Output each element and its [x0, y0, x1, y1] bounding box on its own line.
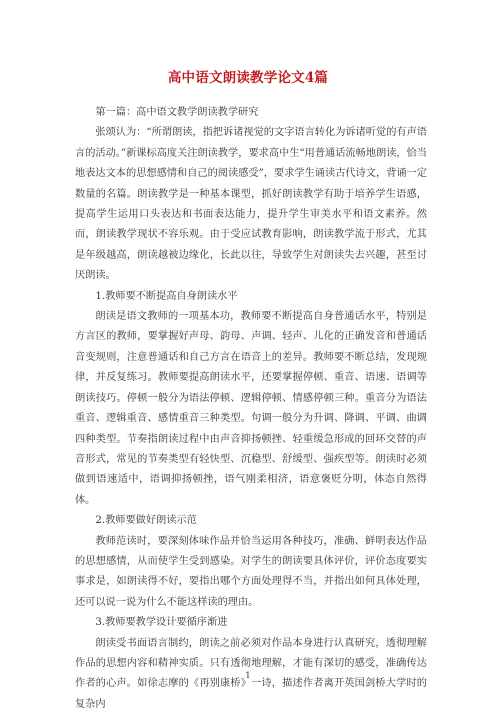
section-heading: 第一篇：高中语文教学朗读教学研究 [95, 107, 259, 118]
body-paragraph: 朗读是语文教师的一项基本功，教师要不断提高自身普通话水平，特别是方言区的教师，要掌握好声母、韵母、声调、轻声、儿化的正确发音和普通话音变规则，注意普通话和自己方言在语音上的差异。教师要不断总结，发现规律，并反复练习。教师要提高朗读水平，还要掌握停顿、重音、语速、语调等朗读技巧。停顿一般分为语法停顿、逻辑停顿、情感停顿三种。重音分为语法重音、逻辑重音、感情重音三种类型。句调一般分为升调、降调、平调、曲调四种类型。节奏指朗读过程中由声音抑扬顿挫、轻重缓急形成的回环交替的声音形式，常见的节奏类型有轻快型、沉稳型、舒缓型、强疾型等。朗读时必须做到语速适中，语调抑扬顿挫，语气刚柔相济，语意褒贬分明，体态自然得体。 [75, 311, 427, 506]
document-title: 高中语文朗读教学论文4篇 [167, 70, 329, 86]
body-paragraph: 教师范读时，要深刻体味作品并恰当运用各种技巧，准确、鲜明表达作品的思想感情，从而使学生受到感染。对学生的朗读要具体评价，评价态度要实事求是，如朗读得不好，要指出哪个方面处理得不当，并指出如何具体处理，还可以说一说为什么不能这样读的理由。 [75, 535, 427, 608]
subsection-heading: 2.教师要做好朗读示范 [95, 515, 197, 527]
body-paragraph: 张颂认为：“所谓朗读，指把诉诸视觉的文字语言转化为诉诸听觉的有声语言的活动。”新课标高度关注朗读教学，要求高中生“用普通话流畅地朗读，恰当地表达文本的思想感情和自己的阅读感受”，要求学生诵读古代诗文，背诵一定数量的名篇。朗读教学是一种基本课型，抓好朗读教学有助于培养学生语感，提高学生运用口头表达和书面表达能力，提升学生审美水平和语文素养。然而，朗读教学现状不容乐观。由于受应试教育影响，朗读教学流于形式，尤其是年级越高，朗读越被边缘化，长此以往，导致学生对朗读失去兴趣，甚至讨厌朗读。 [75, 127, 427, 282]
page-number: 1 [245, 671, 251, 681]
document-body [75, 103, 427, 715]
body-paragraph: 朗读受书面语言制约，朗读之前必须对作品本身进行认真研究，透彻理解作品的思想内容和精神实质。只有透彻地理解，才能有深切的感受，准确传达作者的心声。如徐志摩的《再别康桥》一诗，描述作者离开英国剑桥大学时的复杂内 [75, 637, 427, 710]
subsection-heading: 3.教师要教学设计要循序渐进 [95, 617, 228, 629]
subsection-heading: 1.教师要不断提高自身朗读水平 [95, 290, 238, 302]
